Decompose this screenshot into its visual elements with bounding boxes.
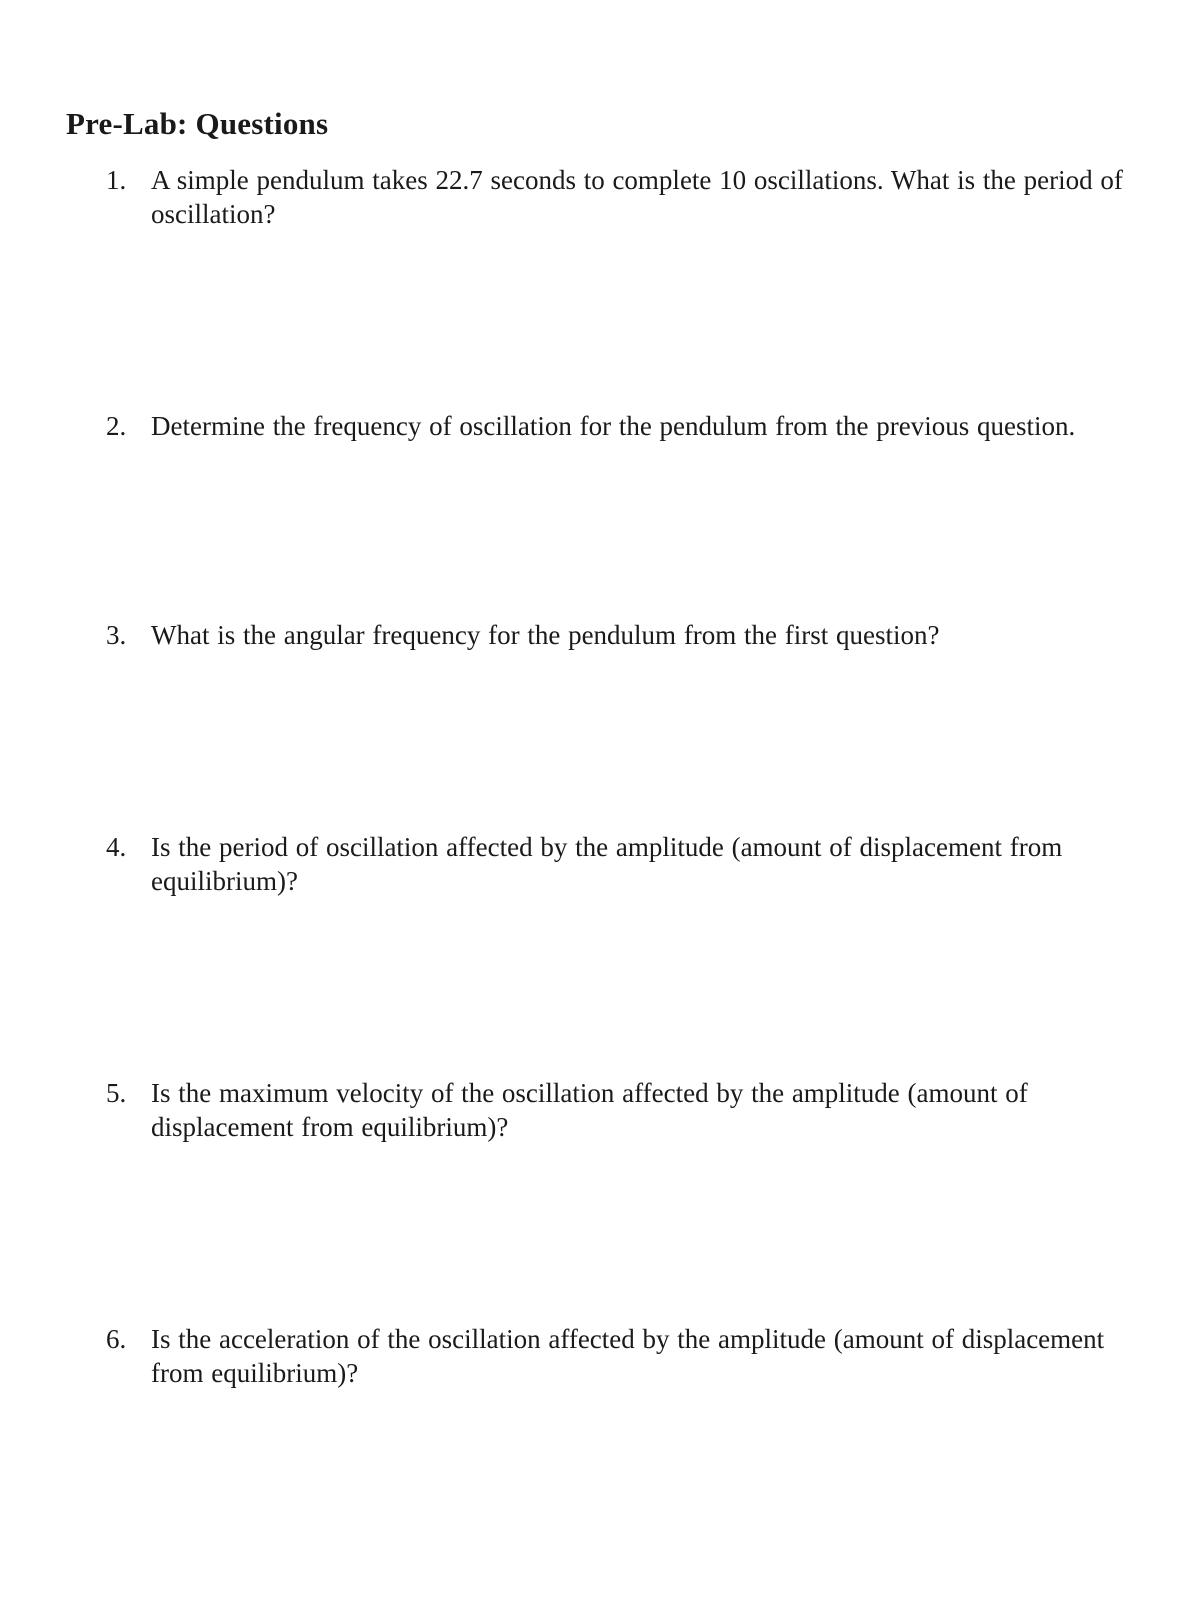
question-number: 1. [106,165,127,195]
question-text-line: from equilibrium)? [151,1358,359,1388]
question-text [151,618,1151,652]
question-text [151,409,1151,443]
question-text-line: displacement from equilibrium)? [151,1112,509,1142]
question-text-line: Determine the frequency of oscillation for the pendulum from the previous question. [151,411,1076,441]
question-number: 5. [106,1078,127,1108]
question-text [151,1322,1151,1390]
question-text-line: Is the period of oscillation affected by the amplitude (amount of displacement from [151,832,1063,862]
question-text-line: What is the angular frequency for the pendulum from the first question? [151,620,940,650]
question-number: 3. [106,620,127,650]
question-text-line: oscillation? [151,199,276,229]
question-text [151,830,1151,898]
question-text-line: equilibrium)? [151,866,298,896]
question-text-line: Is the maximum velocity of the oscillation affected by the amplitude (amount of [151,1078,1028,1108]
question-number: 4. [106,832,127,862]
question-number: 6. [106,1324,127,1354]
question-number: 2. [106,411,127,441]
page-title: Pre-Lab: Questions [66,106,329,141]
question-text [151,163,1151,231]
question-text-line: Is the acceleration of the oscillation affected by the amplitude (amount of displacement [151,1324,1105,1354]
question-text [151,1076,1151,1144]
question-text-line: A simple pendulum takes 22.7 seconds to complete 10 oscillations. What is the period of [151,165,1123,195]
